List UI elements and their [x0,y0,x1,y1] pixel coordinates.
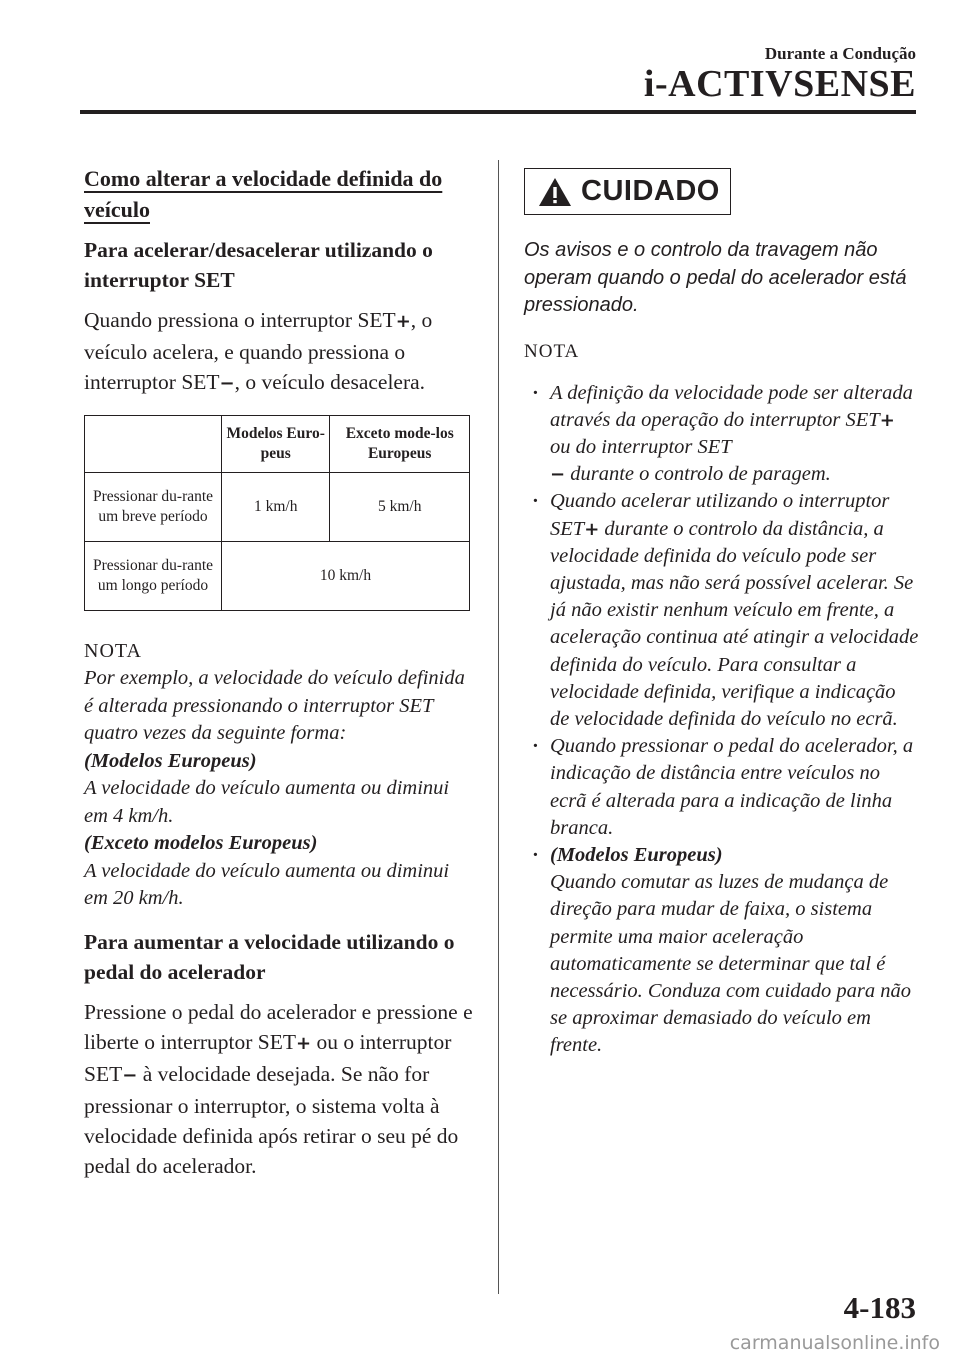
note-list [524,380,920,1060]
caution-label: CUIDADO [581,175,720,207]
warning-triangle-icon [537,176,573,208]
table-header-non-european: Exceto mode-los Europeus [330,416,470,473]
section-label: Durante a Condução [764,44,916,63]
plus-icon: + [584,518,600,540]
caution-box [524,168,731,215]
table-cell: 5 km/h [330,473,470,542]
paragraph-set-switch: Quando pressiona o interruptor SET+, o veículo acelera, e quando pressiona o interruptor SET−, o veículo desacelera. [84,308,433,394]
minus-icon: − [122,1064,138,1086]
table-cell: 1 km/h [222,473,330,542]
note-heading: NOTA [524,340,580,362]
plus-icon: + [295,1032,312,1054]
left-column [84,163,474,1197]
speed-table [84,415,470,611]
column-divider [498,160,499,1294]
minus-icon: − [550,464,566,486]
subheading-set-switch: Para acelerar/desacelerar utilizando o interruptor SET [84,238,433,292]
table-row [85,473,470,542]
table-corner [85,416,222,473]
header-rule [80,110,916,114]
chapter-title: i-ACTIVSENSE [643,63,916,105]
note-heading: NOTA [84,640,142,662]
section-title: Como alterar a velocidade definida do veículo [84,166,443,222]
subheading-accelerator: Para aumentar a velocidade utilizando o pedal do acelerador [84,929,455,984]
plus-icon: + [395,311,411,332]
list-item: · (Modelos Europeus) Quando comutar as luzes de mudança de direção para mudar de faixa, o sistema permite uma maior aceleração automaticamente se determinar que tal é necessário. Conduza com cuidado para não se aproximar demasiado do veículo em frente. [524,842,920,1060]
list-item: · Quando pressionar o pedal do acelerador, a indicação de distância entre veículos no ecrã é alterada para a indicação de linha branca. [524,733,920,842]
list-item: · Quando acelerar utilizando o interruptor SET+ durante o controlo da distância, a velocidade definida do veículo pode ser ajustada, mas não será possível acelerar. Se já não existir nenhum veículo em frente, a aceleração continua até atingir a velocidade definida do veículo. Para consultar a velocidade definida, verifique a indicação de velocidade definida do veículo no ecrã. [524,488,920,733]
caution-text: Os avisos e o controlo da travagem não operam quando o pedal do acelerador está pressionado. [524,239,907,316]
note-block: Por exemplo, a velocidade do veículo definida é alterada pressionando o interruptor SET quatro vezes da seguinte forma: (Modelos Europeus) A velocidade do veículo aumenta ou diminui em 4 km/h. (Exceto modelos Europeus) A velocidade do veículo aumenta ou diminui em 20 km/h. [84,667,465,909]
table-row-label: Pressionar du-rante um longo período [85,542,222,611]
table-header-european: Modelos Euro-peus [222,416,330,473]
right-column [524,168,920,1060]
watermark: carmanualsonline.info [729,1332,940,1354]
table-cell: 10 km/h [222,542,470,611]
paragraph-accelerator: Pressione o pedal do acelerador e pressione e liberte o interruptor SET+ ou o interruptor SET− à velocidade desejada. Se não for pressionar o interruptor, o sistema volta à velocidade definida após retirar o seu pé do pedal do acelerador. [84,999,473,1178]
plus-icon: + [879,409,895,431]
list-item: · A definição da velocidade pode ser alterada através da operação do interruptor SET+ ou do interruptor SET − durante o controlo de paragem. [524,380,920,489]
minus-icon: − [219,373,235,394]
page-number: 4-183 [843,1290,916,1325]
table-row-label: Pressionar du-rante um breve período [85,473,222,542]
table-row [85,542,470,611]
